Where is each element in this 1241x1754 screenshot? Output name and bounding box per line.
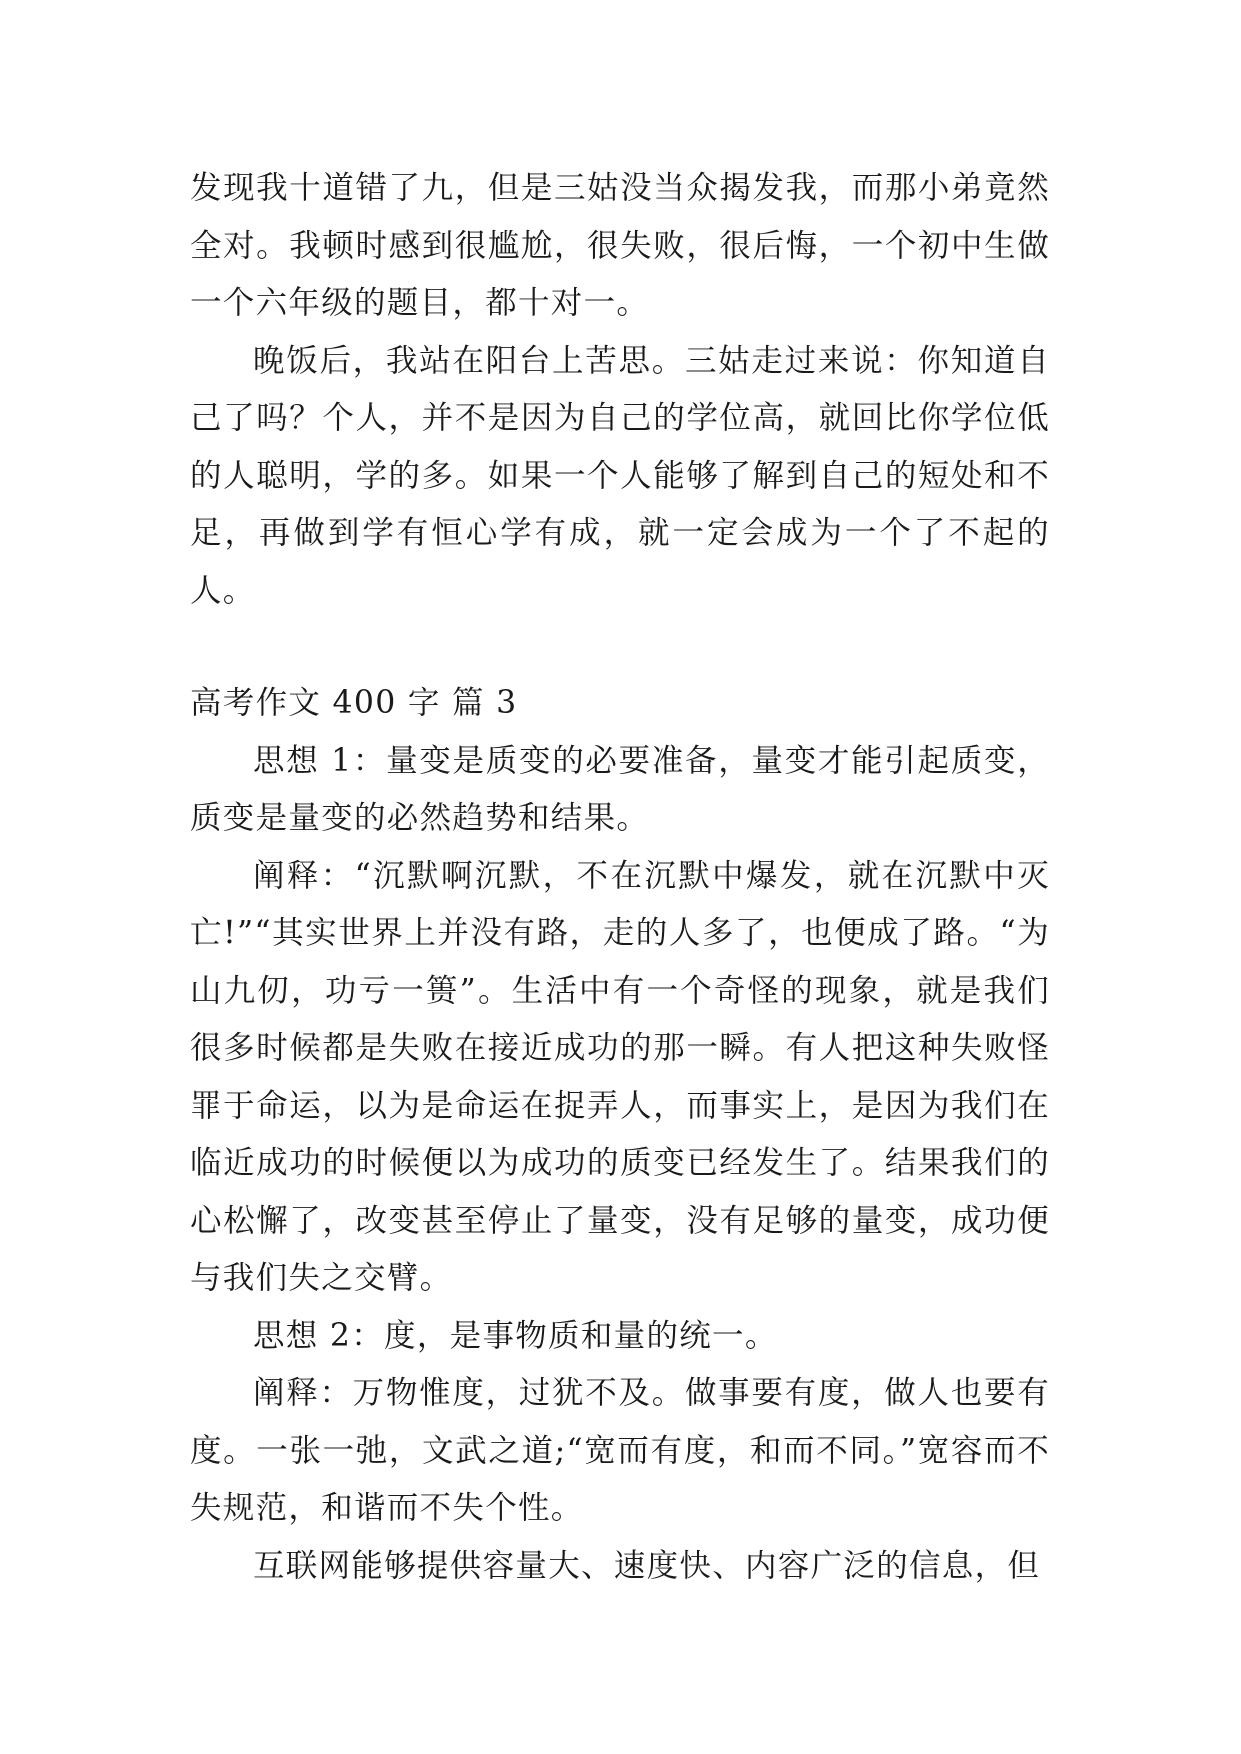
paragraph: 发现我十道错了九，但是三姑没当众揭发我，而那小弟竟然全对。我顿时感到很尴尬，很失败，很后悔，一个初中生做一个六年级的题目，都十对一。 <box>190 170 1050 321</box>
paragraph: 思想 1：量变是质变的必要准备，量变才能引起质变，质变是量变的必然趋势和结果。 <box>190 742 1050 836</box>
paragraph: 阐释：“沉默啊沉默，不在沉默中爆发，就在沉默中灭亡!”“其实世界上并没有路，走的人多了，也便成了路。“为山九仞，功亏一篑”。生活中有一个奇怪的现象，就是我们很多时候都是失败在接近成功的那一瞬。有人把这种失败怪罪于命运，以为是命运在捉弄人，而事实上，是因为我们在临近成功的时候便以为成功的质变已经发生了。结果我们的心松懈了，改变甚至停止了量变，没有足够的量变，成功便与我们失之交臂。 <box>190 857 1050 1296</box>
paragraph: 互联网能够提供容量大、速度快、内容广泛的信息，但 <box>253 1547 1041 1584</box>
section-heading: 高考作文 400 字 篇 3 <box>190 685 518 721</box>
paragraph: 思想 2：度，是事物质和量的统一。 <box>253 1317 778 1354</box>
document-body <box>190 160 1050 1595</box>
paragraph: 晚饭后，我站在阳台上苦思。三姑走过来说：你知道自己了吗？个人，并不是因为自己的学位高，就回比你学位低的人聪明，学的多。如果一个人能够了解到自己的短处和不足，再做到学有恒心学有成，就一定会成为一个了不起的人。 <box>190 342 1050 609</box>
paragraph: 阐释：万物惟度，过犹不及。做事要有度，做人也要有度。一张一弛，文武之道;“宽而有度，和而不同。”宽容而不失规范，和谐而不失个性。 <box>190 1375 1050 1526</box>
